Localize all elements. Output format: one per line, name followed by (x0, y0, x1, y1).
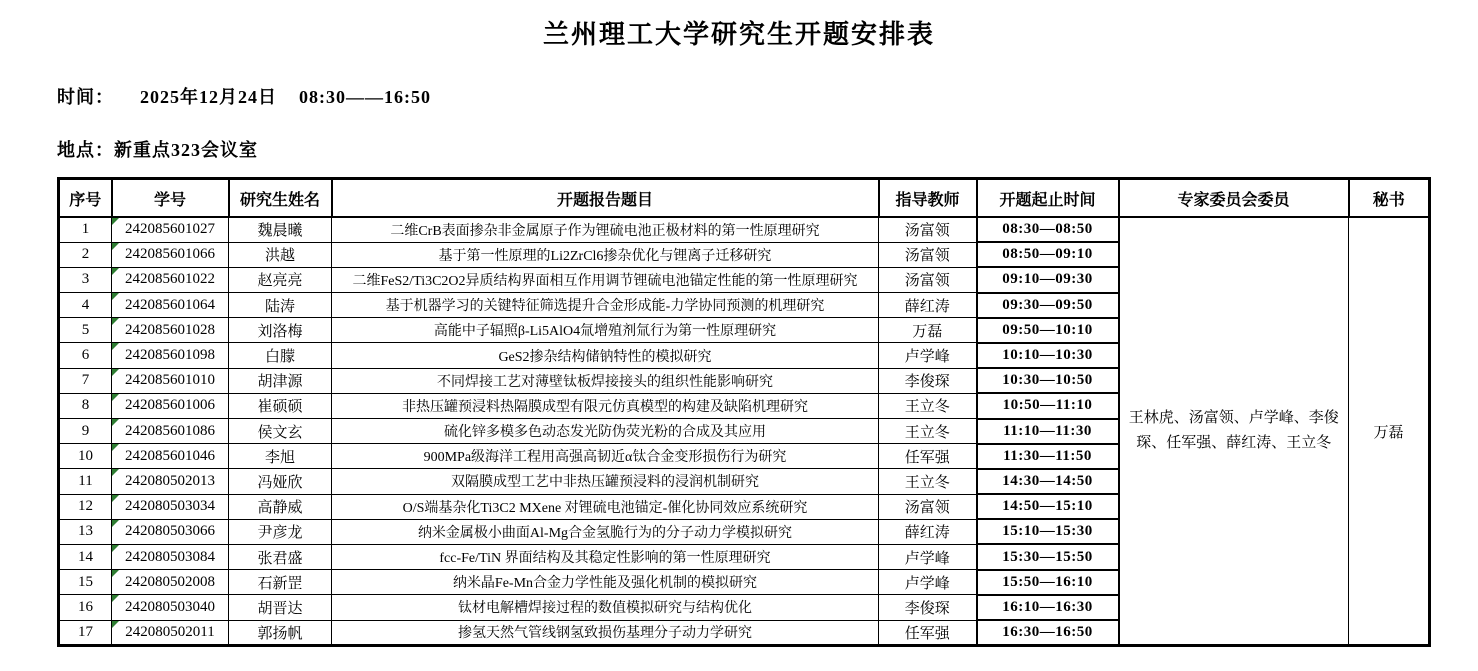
student-name-cell: 陆涛 (229, 293, 332, 318)
advisor-cell: 王立冬 (879, 419, 977, 444)
thesis-title-cell: 基于第一性原理的Li2ZrCl6掺杂优化与锂离子迁移研究 (332, 242, 879, 267)
cell-corner-flag-icon (112, 520, 119, 527)
student-id-cell: 242080503066 (112, 519, 229, 544)
time-slot-cell: 15:10—15:30 (977, 519, 1119, 544)
time-slot-cell: 16:10—16:30 (977, 595, 1119, 620)
thesis-title-cell: 高能中子辐照β-Li5AlO4氚增殖剂氚行为第一性原理研究 (332, 318, 879, 343)
student-name-cell: 白朦 (229, 343, 332, 368)
location-line (57, 136, 1478, 162)
student-name-cell: 冯娅欣 (229, 469, 332, 494)
time-line (57, 83, 1478, 109)
cell-corner-flag-icon (112, 595, 119, 602)
column-header-student-name: 研究生姓名 (229, 179, 332, 218)
student-id-cell: 242085601064 (112, 293, 229, 318)
student-name-cell: 侯文玄 (229, 419, 332, 444)
time-slot-cell: 11:10—11:30 (977, 419, 1119, 444)
cell-corner-flag-icon (112, 545, 119, 552)
cell-corner-flag-icon (112, 343, 119, 350)
advisor-cell: 任军强 (879, 620, 977, 646)
page-title: 兰州理工大学研究生开题安排表 (542, 20, 935, 49)
row-number-cell: 8 (59, 393, 112, 418)
thesis-title-cell: 二维FeS2/Ti3C2O2异质结构界面相互作用调节锂硫电池锚定性能的第一性原理研究 (332, 267, 879, 292)
cell-corner-flag-icon (112, 419, 119, 426)
student-id-cell: 242085601022 (112, 267, 229, 292)
column-header-committee: 专家委员会委员 (1119, 179, 1349, 218)
advisor-cell: 卢学峰 (879, 343, 977, 368)
cell-corner-flag-icon (112, 243, 119, 250)
student-id-cell: 242080503084 (112, 544, 229, 569)
student-id-cell: 242080503040 (112, 595, 229, 620)
cell-corner-flag-icon (112, 268, 119, 275)
location-value: 新重点323会议室 (114, 140, 258, 160)
student-name-cell: 赵亮亮 (229, 267, 332, 292)
advisor-cell: 薛红涛 (879, 519, 977, 544)
cell-corner-flag-icon (112, 394, 119, 401)
advisor-cell: 卢学峰 (879, 544, 977, 569)
student-id-cell: 242080503034 (112, 494, 229, 519)
time-slot-cell: 11:30—11:50 (977, 444, 1119, 469)
time-slot-cell: 10:10—10:30 (977, 343, 1119, 368)
student-name-cell: 郭扬帆 (229, 620, 332, 646)
row-number-cell: 4 (59, 293, 112, 318)
student-name-cell: 李旭 (229, 444, 332, 469)
thesis-title-cell: 钛材电解槽焊接过程的数值模拟研究与结构优化 (332, 595, 879, 620)
row-number-cell: 6 (59, 343, 112, 368)
row-number-cell: 13 (59, 519, 112, 544)
student-name-cell: 刘洛梅 (229, 318, 332, 343)
column-header-time-slot: 开题起止时间 (977, 179, 1119, 218)
time-date: 2025年12月24日 (140, 87, 277, 107)
student-name-cell: 高静威 (229, 494, 332, 519)
column-header-secretary: 秘书 (1349, 179, 1430, 218)
cell-corner-flag-icon (112, 570, 119, 577)
time-slot-cell: 10:30—10:50 (977, 368, 1119, 393)
time-slot-cell: 08:50—09:10 (977, 242, 1119, 267)
time-slot-cell: 10:50—11:10 (977, 393, 1119, 418)
cell-corner-flag-icon (112, 293, 119, 300)
advisor-cell: 汤富领 (879, 242, 977, 267)
student-id-cell: 242085601027 (112, 217, 229, 242)
cell-corner-flag-icon (112, 318, 119, 325)
thesis-title-cell: 掺氢天然气管线钢氢致损伤基理分子动力学研究 (332, 620, 879, 646)
student-name-cell: 尹彦龙 (229, 519, 332, 544)
student-id-cell: 242080502011 (112, 620, 229, 646)
row-number-cell: 1 (59, 217, 112, 242)
time-slot-cell: 15:50—16:10 (977, 570, 1119, 595)
row-number-cell: 3 (59, 267, 112, 292)
thesis-title-cell: 硫化锌多模多色动态发光防伪荧光粉的合成及其应用 (332, 419, 879, 444)
thesis-title-cell: 双隔膜成型工艺中非热压罐预浸料的浸润机制研究 (332, 469, 879, 494)
cell-corner-flag-icon (112, 444, 119, 451)
student-id-cell: 242085601046 (112, 444, 229, 469)
secretary-cell: 万磊 (1349, 217, 1430, 646)
schedule-body (59, 217, 1430, 646)
row-number-cell: 12 (59, 494, 112, 519)
header-row (59, 179, 1430, 218)
thesis-title-cell: O/S端基杂化Ti3C2 MXene 对锂硫电池锚定-催化协同效应系统研究 (332, 494, 879, 519)
time-slot-cell: 08:30—08:50 (977, 217, 1119, 242)
student-name-cell: 胡晋达 (229, 595, 332, 620)
row-number-cell: 11 (59, 469, 112, 494)
column-header-student-id: 学号 (112, 179, 229, 218)
student-name-cell: 魏晨曦 (229, 217, 332, 242)
time-slot-cell: 09:30—09:50 (977, 293, 1119, 318)
row-number-cell: 17 (59, 620, 112, 646)
student-name-cell: 崔硕硕 (229, 393, 332, 418)
advisor-cell: 汤富领 (879, 494, 977, 519)
schedule-table (57, 177, 1431, 647)
student-id-cell: 242085601028 (112, 318, 229, 343)
time-slot-cell: 15:30—15:50 (977, 544, 1119, 569)
advisor-cell: 任军强 (879, 444, 977, 469)
student-id-cell: 242085601086 (112, 419, 229, 444)
student-id-cell: 242080502008 (112, 570, 229, 595)
thesis-title-cell: GeS2掺杂结构储钠特性的模拟研究 (332, 343, 879, 368)
student-id-cell: 242085601010 (112, 368, 229, 393)
thesis-title-cell: 基于机器学习的关键特征筛选提升合金形成能-力学协同预测的机理研究 (332, 293, 879, 318)
advisor-cell: 薛红涛 (879, 293, 977, 318)
student-id-cell: 242085601098 (112, 343, 229, 368)
row-number-cell: 2 (59, 242, 112, 267)
advisor-cell: 汤富领 (879, 267, 977, 292)
committee-members-cell: 王林虎、汤富领、卢学峰、李俊琛、任军强、薛红涛、王立冬 (1119, 217, 1349, 646)
column-header-no: 序号 (59, 179, 112, 218)
cell-corner-flag-icon (112, 369, 119, 376)
time-slot-cell: 14:50—15:10 (977, 494, 1119, 519)
row-number-cell: 15 (59, 570, 112, 595)
time-slot-cell: 09:50—10:10 (977, 318, 1119, 343)
advisor-cell: 万磊 (879, 318, 977, 343)
thesis-title-cell: 纳米金属极小曲面Al-Mg合金氢脆行为的分子动力学模拟研究 (332, 519, 879, 544)
advisor-cell: 王立冬 (879, 393, 977, 418)
student-id-cell: 242085601006 (112, 393, 229, 418)
advisor-cell: 汤富领 (879, 217, 977, 242)
time-range: 08:30——16:50 (299, 87, 431, 107)
time-label: 时间： (57, 87, 114, 107)
student-name-cell: 石新罡 (229, 570, 332, 595)
advisor-cell: 李俊琛 (879, 595, 977, 620)
thesis-title-cell: 非热压罐预浸料热隔膜成型有限元仿真模型的构建及缺陷机理研究 (332, 393, 879, 418)
row-number-cell: 16 (59, 595, 112, 620)
row-number-cell: 7 (59, 368, 112, 393)
student-id-cell: 242085601066 (112, 242, 229, 267)
row-number-cell: 10 (59, 444, 112, 469)
advisor-cell: 李俊琛 (879, 368, 977, 393)
time-slot-cell: 16:30—16:50 (977, 620, 1119, 646)
thesis-title-cell: fcc-Fe/TiN 界面结构及其稳定性影响的第一性原理研究 (332, 544, 879, 569)
student-name-cell: 胡津源 (229, 368, 332, 393)
table-row (59, 217, 1430, 242)
thesis-title-cell: 900MPa级海洋工程用高强高韧近α钛合金变形损伤行为研究 (332, 444, 879, 469)
student-id-cell: 242080502013 (112, 469, 229, 494)
cell-corner-flag-icon (112, 469, 119, 476)
cell-corner-flag-icon (112, 495, 119, 502)
column-header-advisor: 指导教师 (879, 179, 977, 218)
thesis-title-cell: 不同焊接工艺对薄壁钛板焊接接头的组织性能影响研究 (332, 368, 879, 393)
time-slot-cell: 14:30—14:50 (977, 469, 1119, 494)
advisor-cell: 王立冬 (879, 469, 977, 494)
cell-corner-flag-icon (112, 218, 119, 225)
location-label: 地点： (57, 140, 114, 160)
cell-corner-flag-icon (112, 621, 119, 628)
row-number-cell: 9 (59, 419, 112, 444)
thesis-title-cell: 二维CrB表面掺杂非金属原子作为锂硫电池正极材料的第一性原理研究 (332, 217, 879, 242)
time-slot-cell: 09:10—09:30 (977, 267, 1119, 292)
student-name-cell: 张君盛 (229, 544, 332, 569)
row-number-cell: 14 (59, 544, 112, 569)
column-header-thesis-title: 开题报告题目 (332, 179, 879, 218)
row-number-cell: 5 (59, 318, 112, 343)
student-name-cell: 洪越 (229, 242, 332, 267)
advisor-cell: 卢学峰 (879, 570, 977, 595)
thesis-title-cell: 纳米晶Fe-Mn合金力学性能及强化机制的模拟研究 (332, 570, 879, 595)
